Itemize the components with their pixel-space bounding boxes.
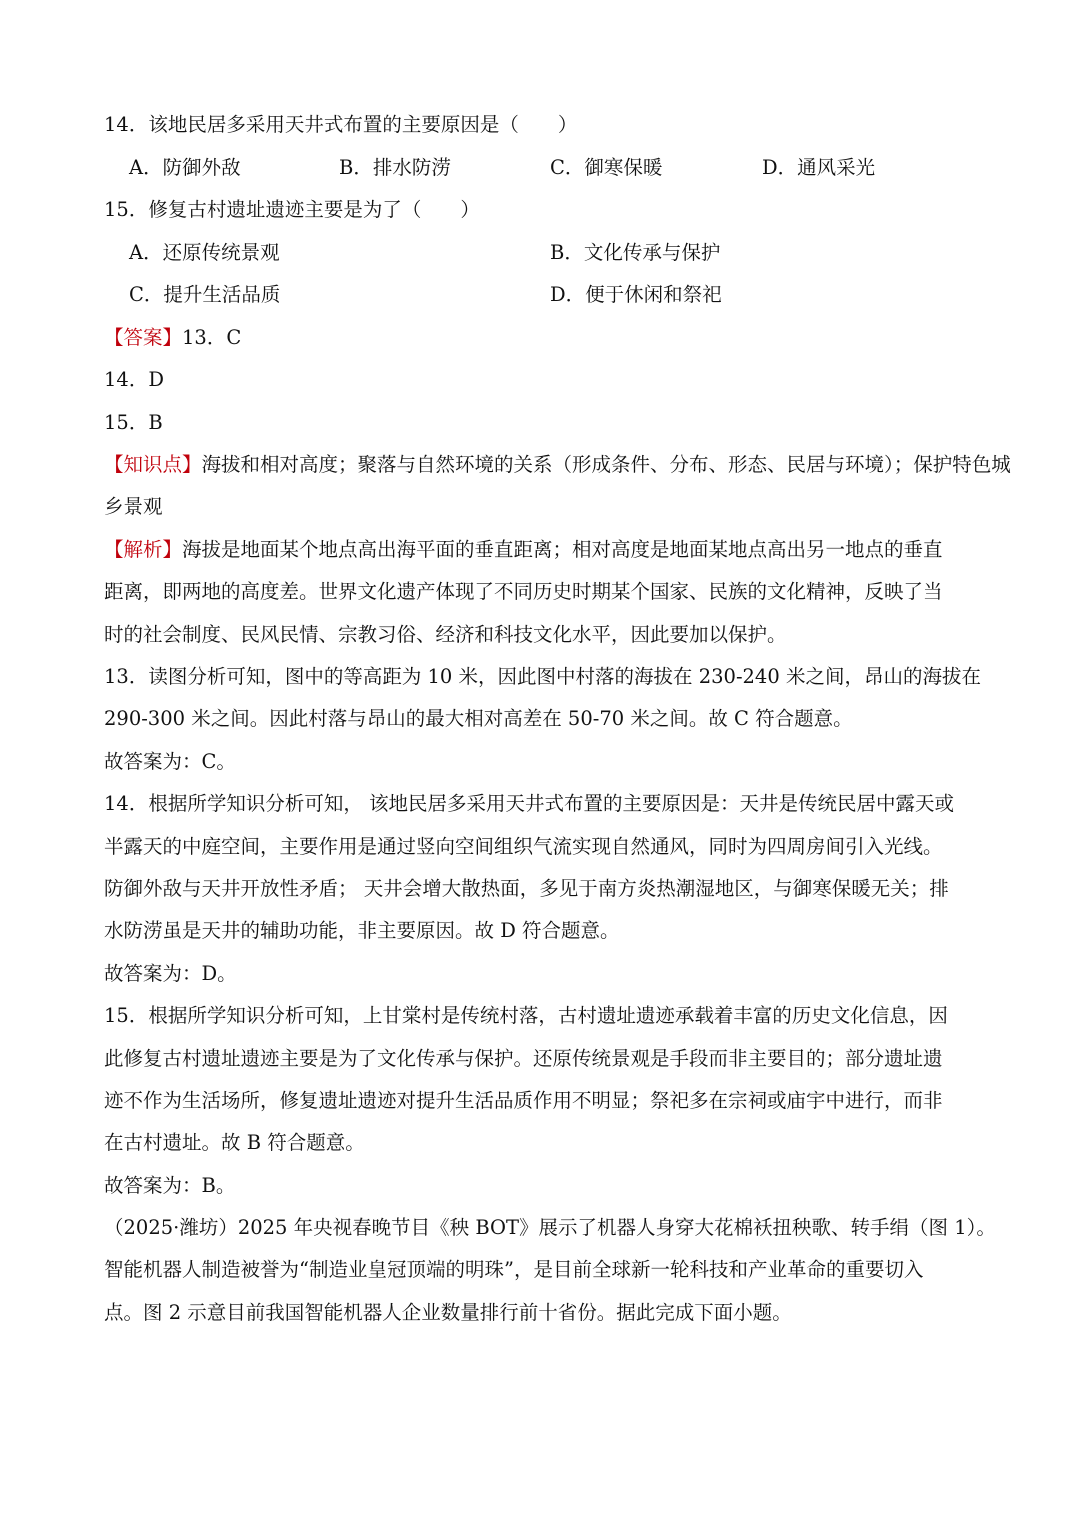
analysis-line-10: 水防涝虽是天井的辅助功能，非主要原因。故 D 符合题意。 [104,919,620,942]
analysis-line-13: 此修复古村遗址遗迹主要是为了文化传承与保护。还原传统景观是手段而非主要目的；部分遗址遗 [104,1047,943,1070]
analysis-line-9: 防御外敌与天井开放性矛盾； 天井会增大散热面，多见于南方炎热潮湿地区，与御寒保暖无关；排 [104,877,949,900]
answer-line [104,325,241,351]
question-14-option-c: C．御寒保暖 [550,156,663,179]
analysis-line-16: 故答案为：B。 [104,1174,236,1197]
answer-14: 14．D [104,368,164,391]
answer-15: 15．B [104,411,163,434]
knowledge-tag: 【知识点】 [104,453,202,476]
next-problem-line-3: 点。图 2 示意目前我国智能机器人企业数量排行前十省份。据此完成下面小题。 [104,1301,792,1324]
analysis-line-1 [104,537,943,563]
analysis-line-8: 半露天的中庭空间，主要作用是通过竖向空间组织气流实现自然通风，同时为四周房间引入光线。 [104,835,943,858]
question-15-stem: 15．修复古村遗址遗迹主要是为了（ ） [104,198,480,221]
analysis-line-14: 迹不作为生活场所，修复遗址遗迹对提升生活品质作用不明显；祭祀多在宗祠或庙宇中进行，而非 [104,1089,943,1112]
answer-tag: 【答案】 [104,326,183,349]
question-15-option-b: B．文化传承与保护 [550,241,721,264]
analysis-line-11: 故答案为：D。 [104,962,237,985]
knowledge-line-1 [104,452,1011,478]
knowledge-text-1: 海拔和相对高度；聚落与自然环境的关系（形成条件、分布、形态、民居与环境）；保护特色城 [201,453,1011,476]
question-14-stem: 14．该地民居多采用天井式布置的主要原因是（ ） [104,113,578,136]
analysis-line-3: 时的社会制度、民风民情、宗教习俗、经济和科技文化水平，因此要加以保护。 [104,623,787,646]
next-problem-line-2: 智能机器人制造被誉为“制造业皇冠顶端的明珠”，是目前全球新一轮科技和产业革命的重要切入 [104,1258,924,1281]
analysis-line-7: 14．根据所学知识分析可知， 该地民居多采用天井式布置的主要原因是：天井是传统民居中露天或 [104,792,955,815]
analysis-line-6: 故答案为：C。 [104,750,236,773]
analysis-line-12: 15．根据所学知识分析可知，上甘棠村是传统村落，古村遗址遗迹承载着丰富的历史文化信息，因 [104,1004,948,1027]
question-14-option-a: A．防御外敌 [129,156,241,179]
analysis-line-15: 在古村遗址。故 B 符合题意。 [104,1131,365,1154]
analysis-line-2: 距离，即两地的高度差。世界文化遗产体现了不同历史时期某个国家、民族的文化精神，反映了当 [104,580,943,603]
question-14-option-b: B．排水防涝 [339,156,451,179]
question-15-option-c: C．提升生活品质 [129,283,281,306]
analysis-line-5: 290-300 米之间。因此村落与昂山的最大相对高差在 50-70 米之间。故 C 符合题意。 [104,707,853,730]
next-problem-line-1: （2025·潍坊）2025 年央视春晚节目《秧 BOT》展示了机器人身穿大花棉袄扭秧歌、转手绢（图 1）。 [104,1216,996,1239]
question-14-option-d: D．通风采光 [762,156,876,179]
knowledge-line-2: 乡景观 [104,495,163,518]
answer-13: 13．C [182,326,242,349]
analysis-tag: 【解析】 [104,538,183,561]
question-15-option-a: A．还原传统景观 [129,241,280,264]
analysis-text-1: 海拔是地面某个地点高出海平面的垂直距离；相对高度是地面某地点高出另一地点的垂直 [182,538,943,561]
question-15-option-d: D．便于休闲和祭祀 [550,283,722,306]
analysis-line-4: 13．读图分析可知，图中的等高距为 10 米，因此图中村落的海拔在 230-240 米之间，昂山的海拔在 [104,665,981,688]
